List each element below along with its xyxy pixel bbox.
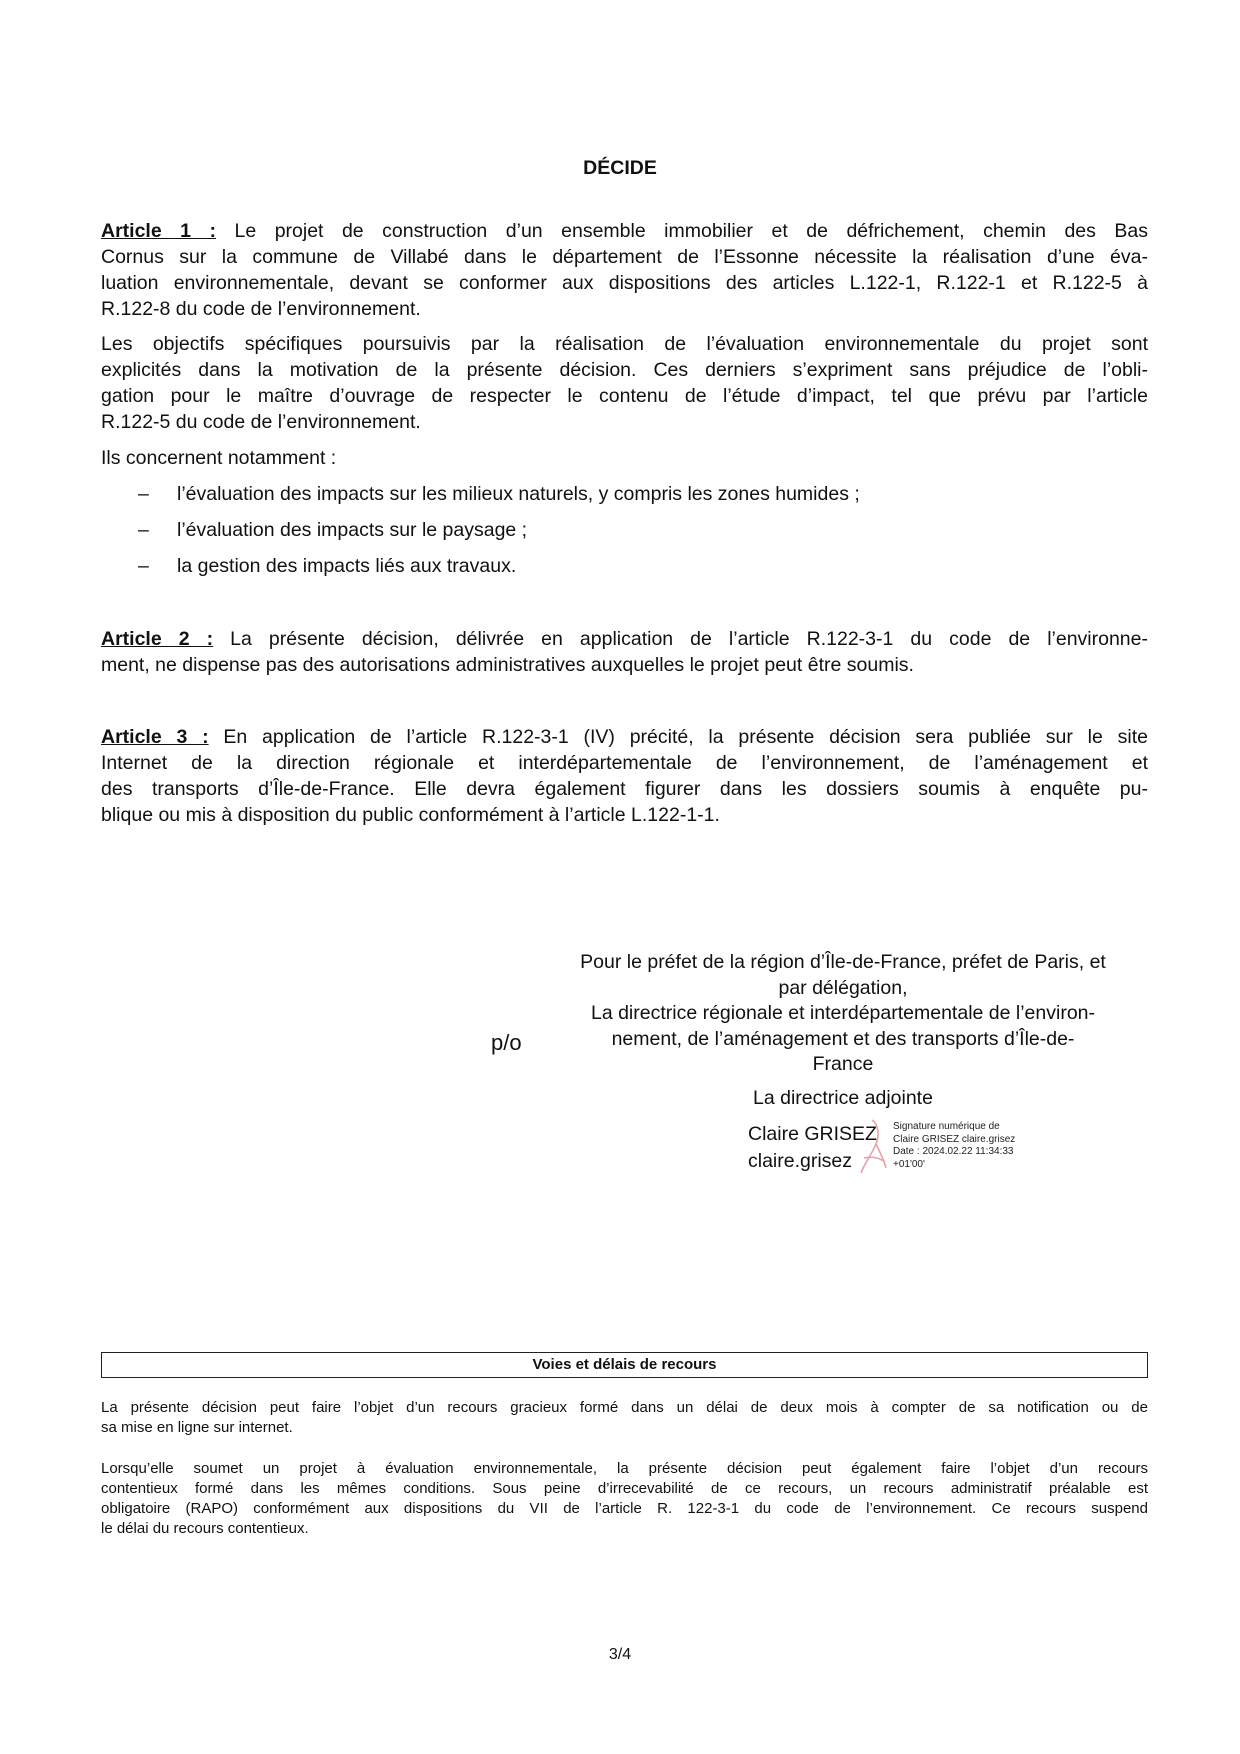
text: Le projet de construction d’un ensemble immobilier et de défrichement, chemin des Bas: [216, 220, 1148, 242]
list-item-text: l’évaluation des impacts sur le paysage ;: [177, 519, 528, 541]
article-3-line: [101, 724, 1148, 750]
paragraph-line: explicités dans la motivation de la présente décision. Ces derniers s’expriment sans préjudice de l’obli-: [101, 359, 1148, 381]
article-3-label: Article 3 :: [101, 726, 209, 748]
list-item-text: l’évaluation des impacts sur les milieux naturels, y compris les zones humides ;: [177, 483, 860, 505]
recours-line: obligatoire (RAPO) conformément aux dispositions du VII de l’article R. 122-3-1 du code de l’environnement. Ce recours suspend: [101, 1500, 1148, 1517]
paragraph-line: gation pour le maître d’ouvrage de respecter le contenu de l’étude d’impact, tel que prévu par l’article: [101, 385, 1148, 407]
digital-line: Claire GRISEZ claire.grisez: [893, 1133, 1016, 1145]
page-number: 3/4: [608, 1646, 632, 1663]
article-1-label: Article 1 :: [101, 220, 217, 242]
digital-line: +01'00': [893, 1158, 925, 1170]
article-2-line: ment, ne dispense pas des autorisations administratives auxquelles le projet peut être soumis.: [101, 654, 914, 676]
digital-line: Signature numérique de: [893, 1121, 1000, 1132]
signatory-role: La directrice adjointe: [753, 1087, 933, 1109]
recours-line: Lorsqu’elle soumet un projet à évaluation environnementale, la présente décision peut également faire l’objet d’un recours: [101, 1460, 1148, 1477]
recours-line: sa mise en ligne sur internet.: [101, 1419, 293, 1436]
digital-signature-details: [893, 1121, 1015, 1171]
digital-line: Date : 2024.02.22 11:34:33: [893, 1146, 1014, 1157]
po-mention: p/o: [491, 1030, 522, 1055]
article-1: [101, 218, 1148, 322]
article-3-line: Internet de la direction régionale et interdépartementale de l’environnement, de l’aménagement et: [101, 752, 1148, 774]
authority-line: par délégation,: [778, 976, 908, 999]
dash-bullet: –: [138, 555, 149, 577]
authority-line: nement, de l’aménagement et des transports d’Île-de-: [611, 1027, 1075, 1050]
article-3-line: blique ou mis à disposition du public conformément à l’article L.122-1-1.: [101, 804, 720, 826]
article-3-line: des transports d’Île-de-France. Elle devra également figurer dans les dossiers soumis à enquête pu-: [101, 778, 1148, 800]
article-1-line: R.122-8 du code de l’environnement.: [101, 298, 421, 320]
dash-bullet: –: [138, 483, 149, 505]
recours-line: La présente décision peut faire l’objet d’un recours gracieux formé dans un délai de deux mois à compter de sa notification ou de: [101, 1399, 1148, 1416]
text: La présente décision, délivrée en application de l’article R.122-3-1 du code de l’environne-: [213, 628, 1148, 650]
article-1-objectives: [101, 331, 1148, 435]
text: En application de l’article R.122-3-1 (IV) précité, la présente décision sera publiée sur le site: [208, 726, 1148, 748]
bullets-intro: [101, 445, 1148, 471]
login-text: claire.grisez: [748, 1150, 853, 1172]
intro-text: Ils concernent notamment :: [101, 447, 337, 469]
name-text: Claire GRISEZ: [748, 1123, 877, 1145]
article-2-label: Article 2 :: [101, 628, 214, 650]
article-3: [101, 724, 1148, 828]
authority-line: La directrice régionale et interdépartementale de l’environ-: [590, 1002, 1096, 1024]
article-2: [101, 626, 1148, 678]
article-1-line: [101, 218, 1148, 244]
recours-paragraph-2: [101, 1459, 1148, 1539]
article-1-line: luation environnementale, devant se conformer aux dispositions des articles L.122-1, R.122-1 et R.122-5 à: [101, 272, 1148, 294]
authority-line: France: [812, 1053, 874, 1075]
list-item-text: la gestion des impacts liés aux travaux.: [177, 555, 517, 577]
authority-line: Pour le préfet de la région d’Île-de-France, préfet de Paris, et: [580, 951, 1106, 973]
signature-authority: [539, 950, 1147, 1078]
article-2-line: [101, 626, 1148, 652]
recours-paragraph-1: [101, 1398, 1148, 1438]
acrobat-signature-icon: [858, 1118, 888, 1176]
paragraph-line: Les objectifs spécifiques poursuivis par la réalisation de l’évaluation environnementale du projet sont: [101, 333, 1148, 355]
paragraph-line: R.122-5 du code de l’environnement.: [101, 411, 421, 433]
recours-line: contentieux formé dans les mêmes conditions. Sous peine d’irrecevabilité de ce recours, un recours administratif préalable est: [101, 1480, 1148, 1497]
dash-bullet: –: [138, 519, 149, 541]
recours-line: le délai du recours contentieux.: [101, 1520, 309, 1537]
page-title: DÉCIDE: [583, 157, 657, 179]
recours-heading: Voies et délais de recours: [101, 1352, 1148, 1378]
article-1-line: Cornus sur la commune de Villabé dans le département de l’Essonne nécessite la réalisation d’une éva-: [101, 246, 1148, 268]
